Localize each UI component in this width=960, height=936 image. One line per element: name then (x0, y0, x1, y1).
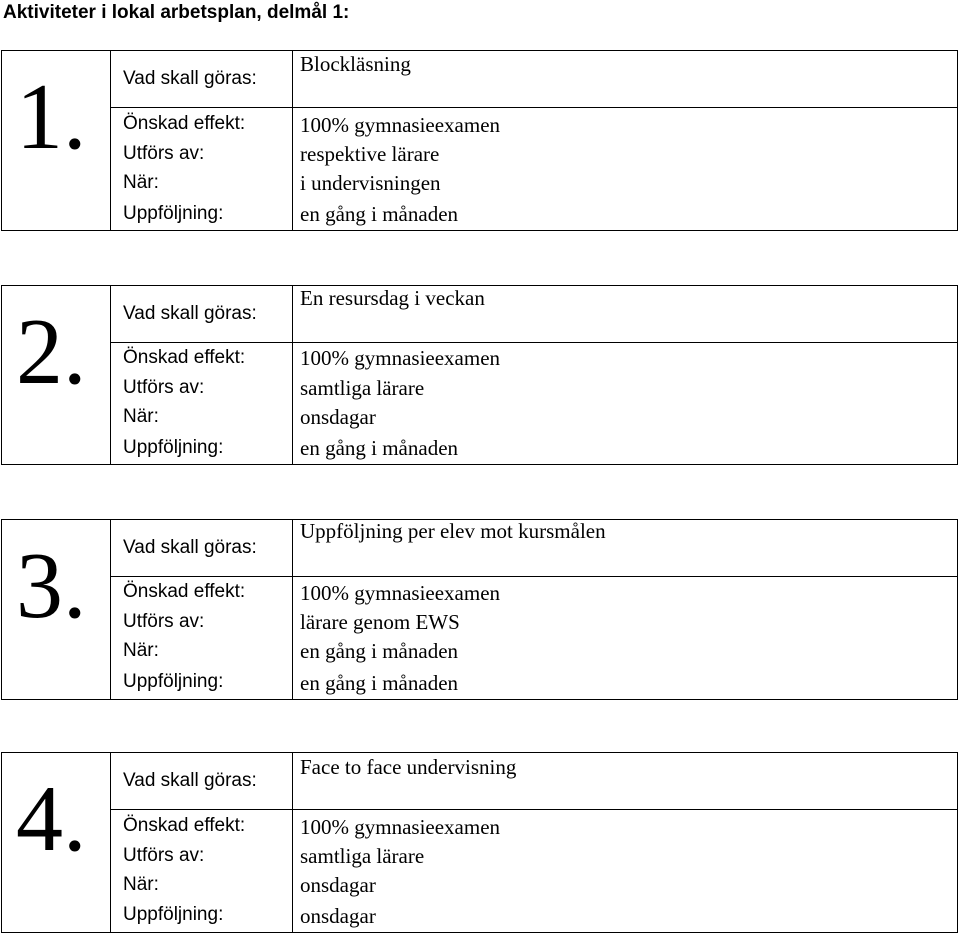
label-nar: När: (123, 874, 159, 895)
column-divider-label (292, 519, 293, 700)
value-effekt: 100% gymnasieexamen (300, 815, 501, 839)
activity-block-2 (0, 285, 960, 465)
activity-number: 4. (16, 767, 87, 871)
activity-block-3 (0, 519, 960, 700)
value-utfors: samtliga lärare (300, 844, 425, 868)
value-effekt: 100% gymnasieexamen (300, 581, 501, 605)
row-divider (110, 107, 958, 108)
label-vad: Vad skall göras: (123, 303, 257, 324)
value-vad: Blockläsning (300, 52, 411, 76)
label-utfors: Utförs av: (123, 377, 205, 398)
value-effekt: 100% gymnasieexamen (300, 346, 501, 370)
row-divider (110, 342, 958, 343)
value-uppfoljning: en gång i månaden (300, 202, 459, 226)
label-utfors: Utförs av: (123, 845, 205, 866)
label-nar: När: (123, 406, 159, 427)
activity-block-1 (0, 50, 960, 231)
value-nar: en gång i månaden (300, 639, 459, 663)
value-nar: onsdagar (300, 405, 376, 429)
activity-block-4 (0, 752, 960, 933)
value-utfors: samtliga lärare (300, 376, 425, 400)
label-uppfoljning: Uppföljning: (123, 904, 224, 925)
column-divider-label (292, 752, 293, 933)
value-utfors: lärare genom EWS (300, 610, 460, 634)
label-uppfoljning: Uppföljning: (123, 203, 224, 224)
column-divider-number (110, 50, 111, 231)
label-vad: Vad skall göras: (123, 770, 257, 791)
label-effekt: Önskad effekt: (123, 815, 246, 836)
column-divider-number (110, 519, 111, 700)
value-vad: Face to face undervisning (300, 755, 517, 779)
label-nar: När: (123, 640, 159, 661)
row-divider (110, 809, 958, 810)
label-vad: Vad skall göras: (123, 68, 257, 89)
label-utfors: Utförs av: (123, 611, 205, 632)
value-uppfoljning: en gång i månaden (300, 671, 459, 695)
value-utfors: respektive lärare (300, 142, 440, 166)
label-effekt: Önskad effekt: (123, 113, 246, 134)
value-uppfoljning: en gång i månaden (300, 436, 459, 460)
activity-number: 2. (16, 300, 87, 404)
label-effekt: Önskad effekt: (123, 581, 246, 602)
label-effekt: Önskad effekt: (123, 347, 246, 368)
value-nar: i undervisningen (300, 171, 441, 195)
label-nar: När: (123, 172, 159, 193)
value-nar: onsdagar (300, 873, 376, 897)
page-title: Aktiviteter i lokal arbetsplan, delmål 1: (3, 2, 350, 23)
value-vad: Uppföljning per elev mot kursmålen (300, 519, 606, 543)
label-uppfoljning: Uppföljning: (123, 671, 224, 692)
column-divider-label (292, 285, 293, 465)
activity-number: 3. (16, 534, 87, 638)
row-divider (110, 576, 958, 577)
column-divider-number (110, 285, 111, 465)
value-effekt: 100% gymnasieexamen (300, 113, 501, 137)
activity-number: 1. (16, 65, 87, 169)
value-vad: En resursdag i veckan (300, 286, 485, 310)
label-uppfoljning: Uppföljning: (123, 437, 224, 458)
label-vad: Vad skall göras: (123, 537, 257, 558)
label-utfors: Utförs av: (123, 143, 205, 164)
value-uppfoljning: onsdagar (300, 904, 376, 928)
column-divider-number (110, 752, 111, 933)
column-divider-label (292, 50, 293, 231)
